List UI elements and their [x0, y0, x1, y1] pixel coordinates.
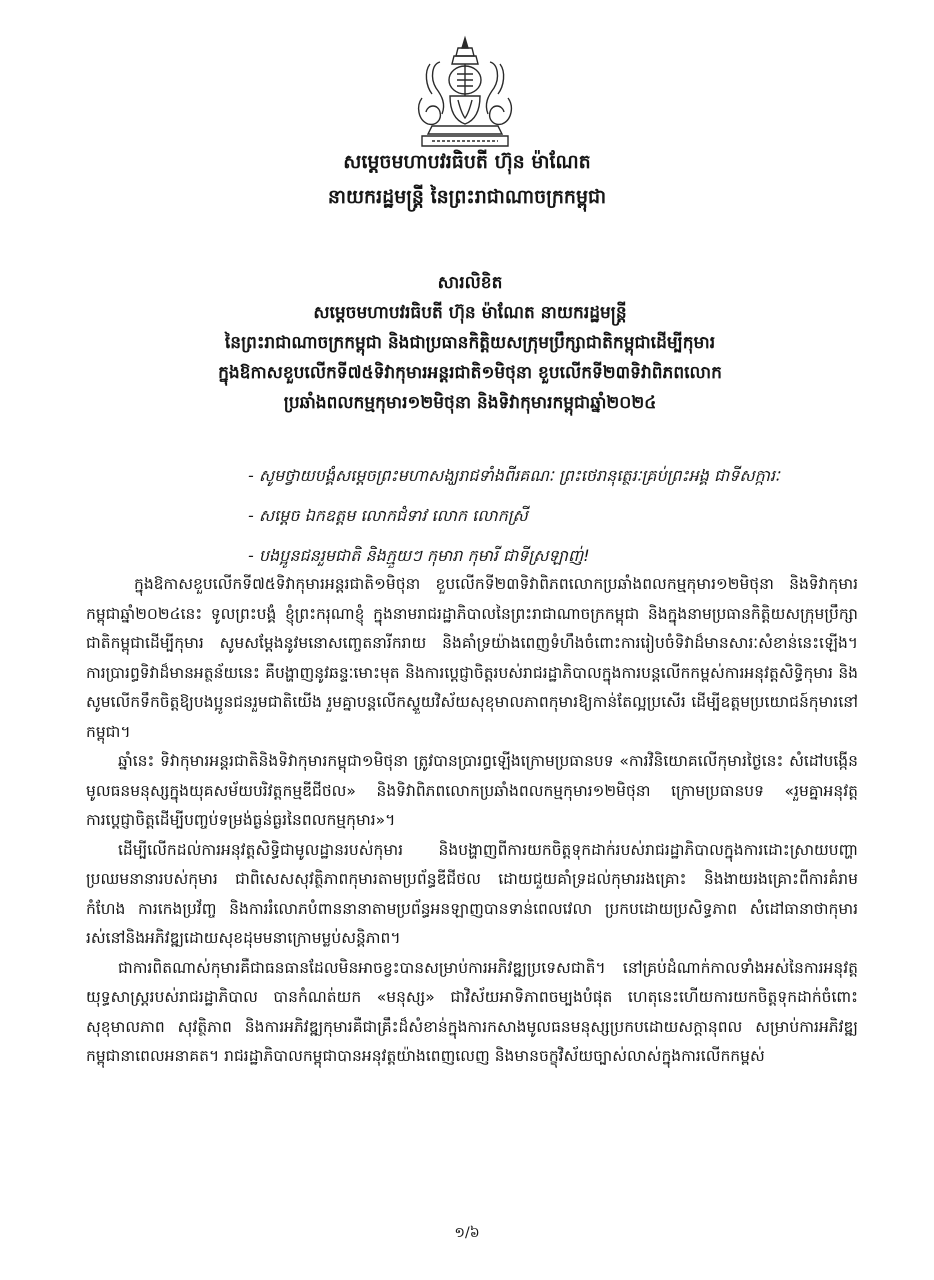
title-line-1: សារលិខិត	[437, 273, 503, 293]
letter-body	[86, 570, 858, 1072]
salutation-item: - បងប្អូនជនរួមជាតិ និងក្មួយៗ កុមារា កុមារី ជាទីស្រឡាញ់!	[248, 546, 590, 565]
salutation-list	[248, 456, 888, 576]
title-line-3: នៃព្រះរាជាណាចក្រកម្ពុជា និងជាប្រធានកិត្តិយសក្រុមប្រឹក្សាជាតិកម្ពុជាដើម្បីកុមារ	[224, 333, 716, 353]
author-office: នាយករដ្ឋមន្ត្រី នៃព្រះរាជាណាចក្រកម្ពុជា	[327, 186, 607, 208]
body-paragraph: ដើម្បីលើកដល់ការអនុវត្តសិទ្ធិជាមូលដ្ឋានរបស់កុមារ និងបង្ហាញពីការយកចិត្តទុកដាក់របស់រាជរដ្ឋាភិបាលក្នុងការដោះស្រាយបញ្ហាប្រឈមនានារបស់កុមារ ជាពិសេសសុវត្ថិភាពកុមារតាមប្រព័ន្ធឌីជីថល ដោយជួយគាំទ្រដល់កុមាររងគ្រោះ និងងាយរងគ្រោះពីការគំរាមកំហែង ការកេងប្រវ័ញ្ច និងការរំលោភបំពាននានាតាមប្រព័ន្ធអនឡាញបានទាន់ពេលវេលា ប្រកបដោយប្រសិទ្ធភាព សំដៅធានាថាកុមាររស់នៅនិងអភិវឌ្ឍដោយសុខដុមមនាក្រោមម្លប់សន្តិភាព។	[86, 840, 858, 947]
body-paragraph: ក្នុងឱកាសខួបលើកទី៧៥ទិវាកុមារអន្តរជាតិ១មិថុនា ខួបលើកទី២៣ទិវាពិភពលោកប្រឆាំងពលកម្មកុមារ១២មិថុនា និងទិវាកុមារកម្ពុជាឆ្នាំ២០២៤នេះ ទូលព្រះបង្គំ ខ្ញុំព្រះករុណាខ្ញុំ ក្នុងនាមរាជរដ្ឋាភិបាលនៃព្រះរាជាណាចក្រកម្ពុជា និងក្នុងនាមប្រធានកិត្តិយសក្រុមប្រឹក្សាជាតិកម្ពុជាដើម្បីកុមារ សូមសម្តែងនូវមនោសញ្ចេតនារីករាយ និងគាំទ្រយ៉ាងពេញទំហឹងចំពោះការរៀបចំទិវាដ៏មានសារៈសំខាន់នេះឡើង។ ការប្រារព្ធទិវាដ៏មានអត្ថន័យនេះ គឺបង្ហាញនូវឆន្ទៈមោះមុត និងការប្តេជ្ញាចិត្តរបស់រាជរដ្ឋាភិបាលក្នុងការបន្តលើកកម្ពស់ការអនុវត្តសិទ្ធិកុមារ និងសូមលើកទឹកចិត្តឱ្យបងប្អូនជនរួមជាតិយើង រួមគ្នាបន្តលើកស្ទួយវិស័យសុខុមាលភាពកុមារឱ្យកាន់តែល្អប្រសើរ ដើម្បីឧត្តមប្រយោជន៍កុមារនៅកម្ពុជា។	[86, 575, 858, 741]
title-line-2: សម្តេចមហាបវរធិបតី ហ៊ុន ម៉ាណែត នាយករដ្ឋមន្ត្រី	[313, 303, 627, 323]
body-paragraph: ឆ្នាំនេះ ទិវាកុមារអន្តរជាតិនិងទិវាកុមារកម្ពុជា១មិថុនា ត្រូវបានប្រារព្ធឡើងក្រោមប្រធានបទ «ការវិនិយោគលើកុមារថ្ងៃនេះ សំដៅបង្កើនមូលធនមនុស្សក្នុងយុគសម័យបរិវត្តកម្មឌីជីថល» និងទិវាពិភពលោកប្រឆាំងពលកម្មកុមារ១២មិថុនា ក្រោមប្រធានបទ «រួមគ្នាអនុវត្តការប្តេជ្ញាចិត្តដើម្បីបញ្ចប់ទម្រង់ធ្ងន់ធ្ងរនៃពលកម្មកុមារ»។	[86, 752, 858, 829]
author-name: សម្តេចមហាបវរធិបតី ហ៊ុន ម៉ាណែត	[343, 151, 591, 173]
title-line-4: ក្នុងឱកាសខួបលើកទី៧៥ទិវាកុមារអន្តរជាតិ១មិថុនា ខួបលើកទី២៣ទិវាពិភពលោក	[218, 363, 722, 383]
salutation-item: - សម្តេច ឯកឧត្តម លោកជំទាវ លោក លោកស្រី	[248, 506, 528, 525]
document-title	[110, 268, 830, 418]
salutation-item: - សូមថ្វាយបង្គំសម្តេចព្រះមហាសង្ឃរាជទាំងពីរគណៈ ព្រះថេរានុត្ថេរៈគ្រប់ព្រះអង្គ ជាទីសក្ការៈ	[248, 466, 780, 485]
royal-coat-of-arms-emblem	[402, 34, 528, 152]
body-paragraph: ជាការពិតណាស់កុមារគឺជាធនធានដែលមិនអាចខ្វះបានសម្រាប់ការអភិវឌ្ឍប្រទេសជាតិ។ នៅគ្រប់ដំណាក់កាលទាំងអស់នៃការអនុវត្តយុទ្ធសាស្ត្ររបស់រាជរដ្ឋាភិបាល បានកំណត់យក «មនុស្ស» ជាវិស័យអាទិភាពចម្បងបំផុត ហេតុនេះហើយការយកចិត្តទុកដាក់ចំពោះសុខុមាលភាព សុវត្ថិភាព និងការអភិវឌ្ឍកុមារគឺជាគ្រឹះដ៏សំខាន់ក្នុងការកសាងមូលធនមនុស្សប្រកបដោយសក្តានុពល សម្រាប់ការអភិវឌ្ឍកម្ពុជានាពេលអនាគត។ រាជរដ្ឋាភិបាលកម្ពុជាបានអនុវត្តយ៉ាងពេញលេញ និងមានចក្ខុវិស័យច្បាស់លាស់ក្នុងការលើកកម្ពស់	[86, 958, 858, 1065]
title-line-5: ប្រឆាំងពលកម្មកុមារ១២មិថុនា និងទិវាកុមារកម្ពុជាឆ្នាំ២០២៤	[283, 393, 657, 413]
page-number: ១/៦	[454, 1225, 480, 1241]
